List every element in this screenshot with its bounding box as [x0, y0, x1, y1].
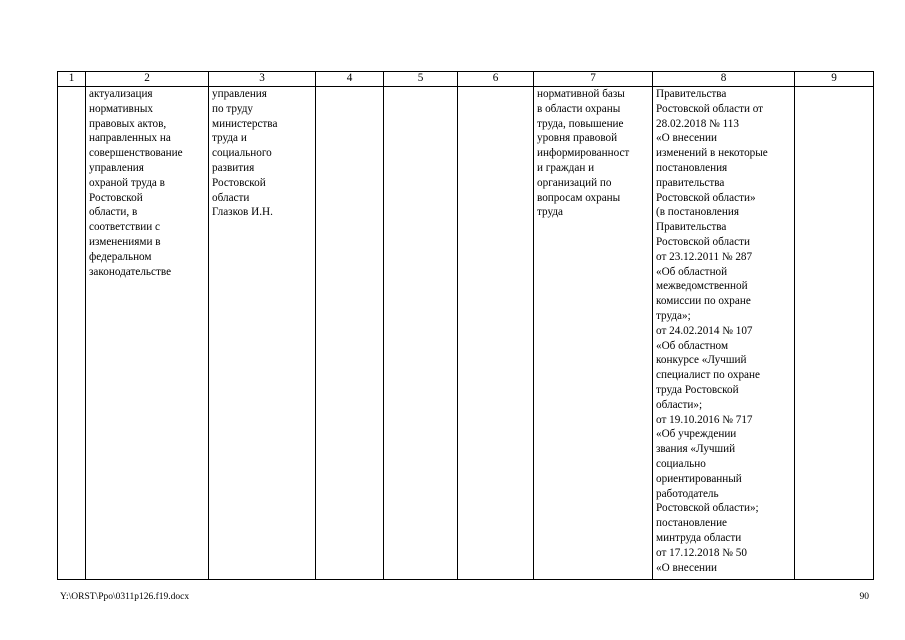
header-cell-7: 7 [534, 72, 653, 87]
header-row [58, 72, 874, 87]
cell-col-7: нормативной базы в области охраны труда, повышение уровня правовой информированност и граждан и организаций по вопросам охраны труда [534, 87, 653, 580]
header-cell-4: 4 [316, 72, 384, 87]
document-table [57, 71, 874, 580]
cell-col-2: актуализация нормативных правовых актов, направленных на совершенствование управления охраной труда в Ростовской области, в соответствии с изменениями в федеральном законодательстве [86, 87, 209, 580]
header-cell-1: 1 [58, 72, 86, 87]
header-cell-5: 5 [384, 72, 458, 87]
header-cell-2: 2 [86, 72, 209, 87]
header-cell-9: 9 [795, 72, 874, 87]
cell-col-4 [316, 87, 384, 580]
header-cell-6: 6 [458, 72, 534, 87]
header-cell-8: 8 [653, 72, 795, 87]
cell-col-1 [58, 87, 86, 580]
cell-col-5 [384, 87, 458, 580]
cell-col-3: управления по труду министерства труда и социального развития Ростовской области Глазков И.Н. [209, 87, 316, 580]
cell-col-6 [458, 87, 534, 580]
page-number: 90 [859, 592, 869, 602]
footer-file-path: Y:\ORST\Ppo\0311p126.f19.docx [60, 592, 190, 602]
table-row [58, 87, 874, 580]
header-cell-3: 3 [209, 72, 316, 87]
cell-col-9 [795, 87, 874, 580]
cell-col-8: Правительства Ростовской области от 28.02.2018 № 113 «О внесении изменений в некоторые постановления правительства Ростовской области» (в постановления Правительства Ростовской области от 23.12.2011 № 287 «Об областной межведомственной комиссии по охране труда»; от 24.02.2014 № 107 «Об областном конкурсе «Лучший специалист по охране труда Ростовской области»; от 19.10.2016 № 717 «Об учреждении звания «Лучший социально ориентированный работодатель Ростовской области»; постановление минтруда области от 17.12.2018 № 50 «О внесении [653, 87, 795, 580]
